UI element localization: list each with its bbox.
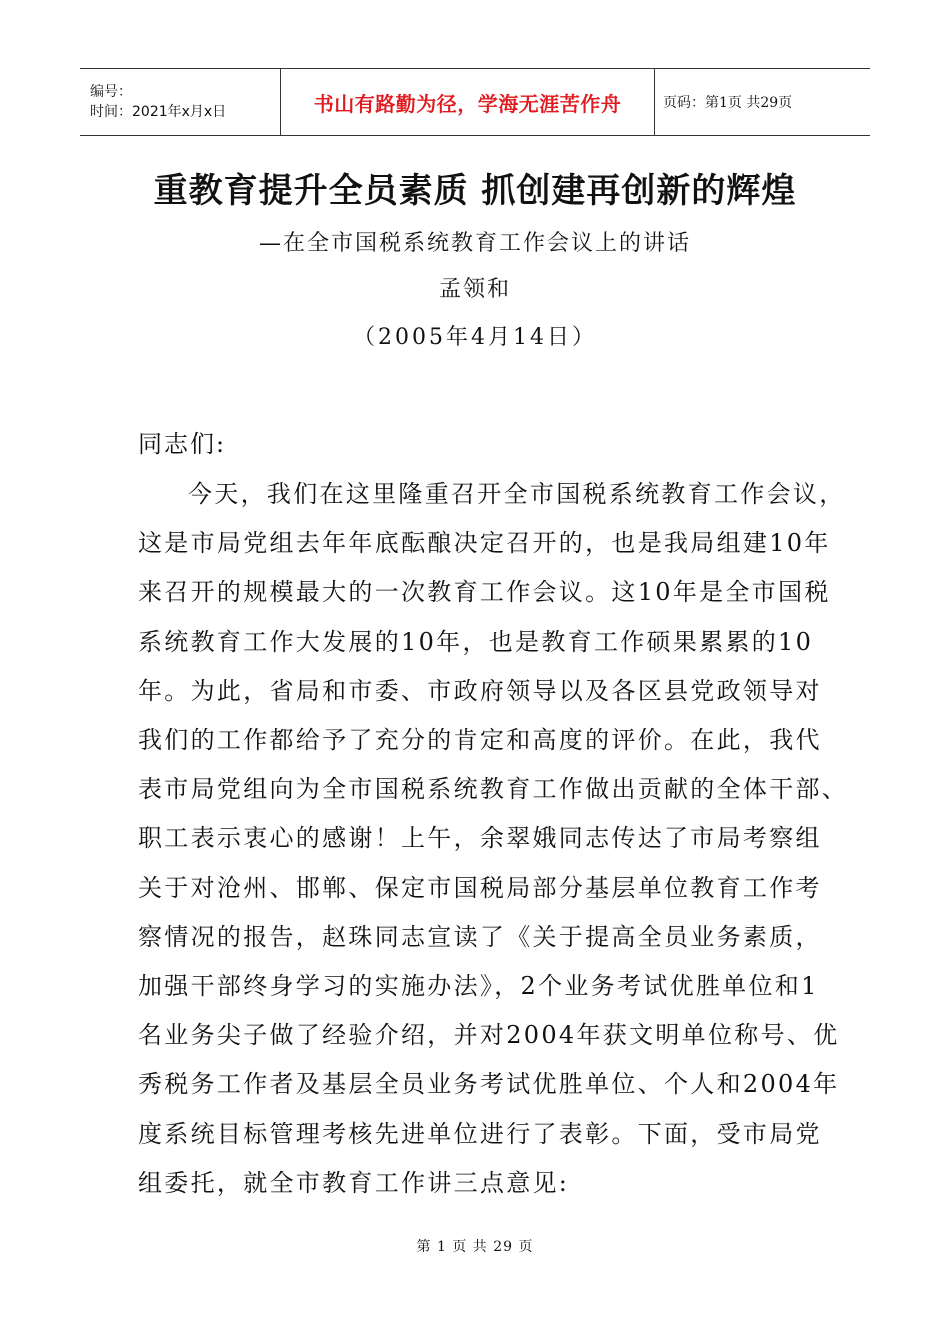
paragraph-line: 年。为此，省局和市委、市政府领导以及各区县党政领导对 bbox=[138, 676, 822, 705]
page-info: 页码：第1页 共29页 bbox=[663, 95, 793, 111]
paragraph-line: 秀税务工作者及基层全员业务考试优胜单位、个人和2004年 bbox=[138, 1070, 840, 1099]
motto-text: 书山有路勤为径，学海无涯苦作舟 bbox=[313, 91, 622, 116]
paragraph-line: 我们的工作都给予了充分的肯定和高度的评价。在此，我代 bbox=[138, 726, 822, 755]
paragraph-line: 度系统目标管理考核先进单位进行了表彰。下面，受市局党 bbox=[138, 1119, 822, 1148]
salutation: 同志们: bbox=[138, 430, 227, 458]
paragraph-line: 关于对沧州、邯郸、保定市国税局部分基层单位教育工作考 bbox=[138, 873, 822, 902]
header-meta bbox=[80, 69, 281, 135]
body-paragraph bbox=[138, 470, 849, 1208]
document-header bbox=[80, 68, 870, 136]
number-label: 编号： bbox=[90, 84, 132, 100]
paragraph-line: 职工表示衷心的感谢！上午，余翠娥同志传达了市局考察组 bbox=[138, 824, 822, 853]
document-title: 重教育提升全员素质 抓创建再创新的辉煌 bbox=[153, 171, 797, 211]
paragraph-line: 表市局党组向为全市国税系统教育工作做出贡献的全体干部、 bbox=[138, 775, 849, 804]
document-author: 孟领和 bbox=[438, 277, 511, 302]
time-label: 时间：2021年x月x日 bbox=[90, 104, 227, 120]
document-subtitle: —在全市国税系统教育工作会议上的讲话 bbox=[258, 231, 691, 256]
paragraph-line: 今天，我们在这里隆重召开全市国税系统教育工作会议， bbox=[188, 480, 846, 508]
header-motto-cell bbox=[281, 69, 655, 135]
document-date: （2005年4月14日） bbox=[353, 325, 597, 350]
paragraph-line: 察情况的报告，赵珠同志宣读了《关于提高全员业务素质， bbox=[138, 922, 822, 951]
paragraph-line: 系统教育工作大发展的10年，也是教育工作硕果累累的10 bbox=[138, 627, 814, 656]
header-page-cell bbox=[655, 69, 870, 135]
page-footer: 第 1 页 共 29 页 bbox=[416, 1239, 534, 1255]
paragraph-line: 名业务尖子做了经验介绍，并对2004年获文明单位称号、优 bbox=[138, 1021, 840, 1050]
paragraph-line: 这是市局党组去年年底酝酿决定召开的，也是我局组建10年 bbox=[138, 529, 831, 558]
paragraph-line: 组委托，就全市教育工作讲三点意见: bbox=[138, 1168, 570, 1197]
paragraph-line: 来召开的规模最大的一次教育工作会议。这10年是全市国税 bbox=[138, 578, 831, 607]
paragraph-line: 加强干部终身学习的实施办法》，2个业务考试优胜单位和1 bbox=[138, 972, 819, 1001]
